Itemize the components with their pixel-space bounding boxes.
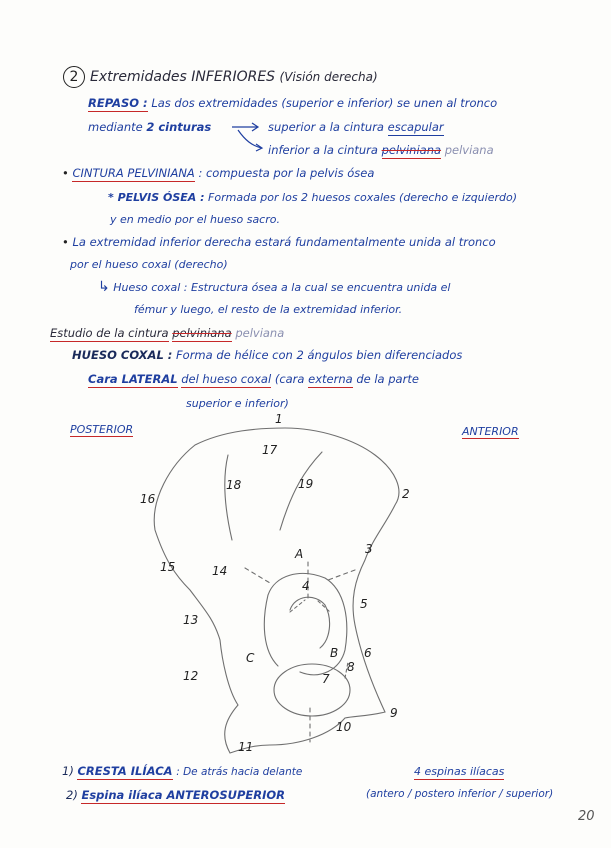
repaso-cinturas: 2 cinturas: [146, 120, 212, 134]
cara-text2: superior e inferior): [186, 397, 289, 410]
diagram-label-B: B: [330, 646, 339, 660]
cara-text-c: externa: [308, 372, 353, 386]
branch-sup-word: escapular: [387, 120, 444, 134]
diagram-label-16: 16: [140, 492, 156, 506]
cara-text-b: (cara: [274, 372, 305, 386]
diagram-label-18: 18: [226, 478, 242, 492]
section-number: 2: [63, 66, 85, 88]
legend-1-text: : De atrás hacia delante: [176, 766, 303, 778]
diagram-label-17: 17: [262, 443, 278, 457]
diagram-label-13: 13: [183, 613, 199, 627]
estudio-struck: pelviniana: [172, 326, 232, 340]
legend-2-num: 2): [66, 788, 78, 802]
legend-right-label: [414, 766, 504, 777]
page-number: 20: [578, 809, 595, 824]
diagram-label-15: 15: [160, 560, 176, 574]
hueso-text: Forma de hélice con 2 ángulos bien diferenciados: [176, 348, 463, 362]
diagram-label-1: 1: [275, 412, 283, 426]
bullet2-text2: por el hueso coxal (derecho): [70, 258, 228, 271]
cintura-text: : compuesta por la pelvis ósea: [198, 166, 375, 180]
posterior-label: POSTERIOR: [70, 423, 134, 436]
diagram-label-C: C: [246, 651, 255, 665]
diagram-label-8: 8: [347, 660, 355, 674]
legend-item-1: [62, 766, 302, 778]
repaso-mediante: mediante: [88, 120, 143, 134]
pelvis-text: Formada por los 2 huesos coxales (derecho e izquierdo): [208, 191, 517, 204]
diagram-label-10: 10: [336, 720, 352, 734]
cintura-label: CINTURA PELVINIANA: [72, 166, 195, 180]
legend-1-label: CRESTA ILÍACA: [77, 764, 173, 778]
arrow-inferior-icon: [238, 130, 262, 151]
bullet2-text: La extremidad inferior derecha estará fundamentalmente unida al tronco: [72, 235, 496, 249]
estudio-text: Estudio de la cintura: [50, 326, 169, 340]
espinas-text: (antero / postero inferior / superior): [366, 788, 554, 800]
cara-text-d: de la parte: [356, 372, 419, 386]
bullet-dot-1: •: [62, 166, 69, 180]
repaso-text: Las dos extremidades (superior e inferior) se unen al tronco: [151, 96, 498, 110]
legend-right-text: [366, 789, 553, 800]
espinas-label: 4 espinas ilíacas: [414, 765, 505, 778]
bone-outline: [154, 428, 399, 753]
legend-item-2: [66, 790, 285, 802]
diagram-label-4: 4: [302, 579, 310, 593]
cara-text-a: del hueso coxal: [181, 372, 272, 386]
title-subtitle: (Visión derecha): [279, 70, 378, 84]
diagram-label-6: 6: [364, 646, 372, 660]
diagram-label-14: 14: [212, 564, 228, 578]
arrow-superior-icon: [232, 123, 258, 131]
estudio-correct: pelviana: [235, 326, 285, 340]
hueso-def-text: Hueso coxal : Estructura ósea a la cual se encuentra unida el: [113, 281, 451, 294]
diagram-label-11: 11: [238, 740, 254, 754]
title-text: Extremidades INFERIORES: [90, 69, 276, 85]
diagram-label-19: 19: [298, 477, 314, 491]
pelvis-label: * PELVIS ÓSEA :: [108, 191, 205, 204]
hueso-label: HUESO COXAL :: [72, 348, 173, 362]
bullet-dot-2: •: [62, 235, 69, 249]
diagram-label-A: A: [295, 547, 304, 561]
branch-sup-text: superior a la cintura: [268, 120, 384, 134]
diagram-label-2: 2: [402, 487, 410, 501]
repaso-label: REPASO :: [88, 96, 148, 110]
legend-2-label: Espina ilíaca ANTEROSUPERIOR: [81, 788, 285, 802]
diagram-label-7: 7: [322, 672, 330, 686]
diagram-label-12: 12: [183, 669, 199, 683]
anterior-label: ANTERIOR: [462, 425, 519, 438]
branch-inf-correct: pelviana: [444, 143, 494, 157]
diagram-label-9: 9: [390, 706, 398, 720]
diagram-label-5: 5: [360, 597, 368, 611]
diagram-label-3: 3: [365, 542, 373, 556]
branch-inf-text: inferior a la cintura: [268, 143, 378, 157]
pelvis-text2: y en medio por el hueso sacro.: [110, 213, 280, 226]
curved-arrow-icon: ↳: [98, 279, 110, 295]
hueso-def-text2: fémur y luego, el resto de la extremidad inferior.: [134, 303, 403, 316]
cara-label: Cara LATERAL: [88, 372, 178, 386]
branch-inf-struck: pelviniana: [381, 143, 442, 157]
legend-1-num: 1): [62, 764, 74, 778]
